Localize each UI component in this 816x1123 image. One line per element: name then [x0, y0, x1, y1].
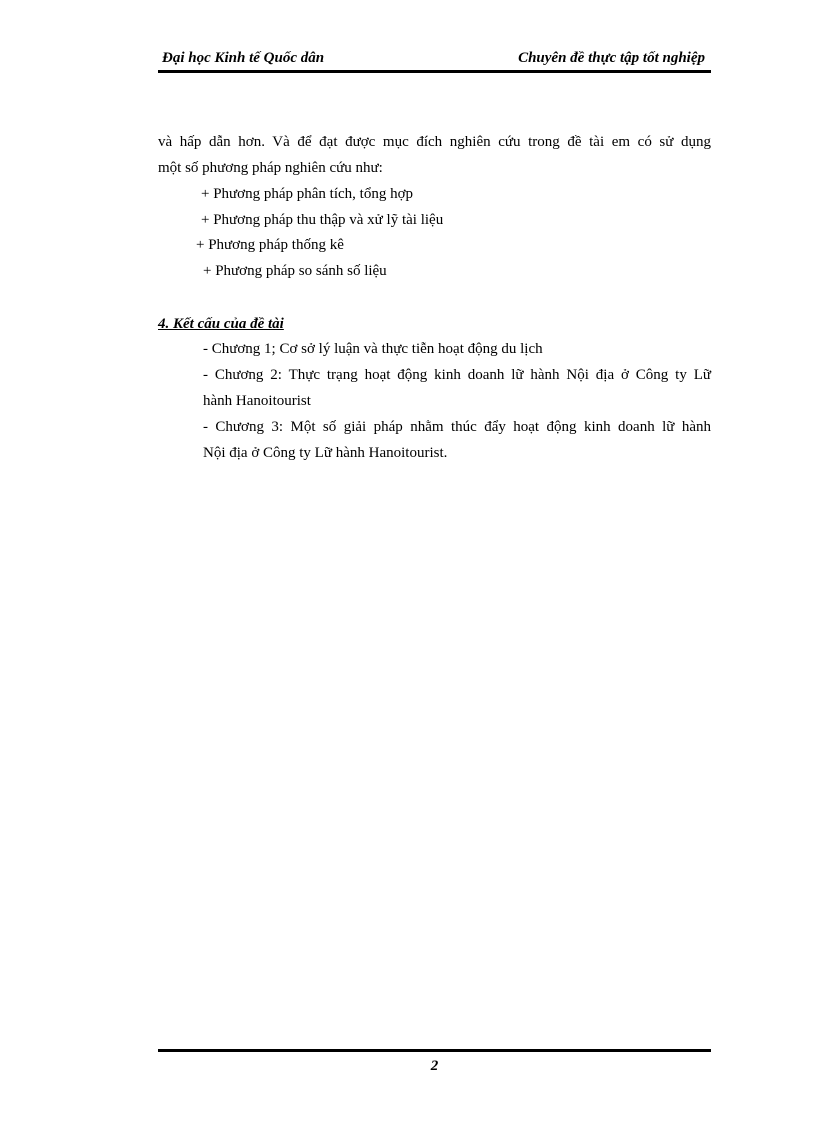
intro-line-2: một số phương pháp nghiên cứu như: [158, 159, 383, 176]
page-header [158, 48, 711, 73]
section-heading: 4. Kết cấu của đề tài [158, 316, 284, 332]
method-item: + Phương pháp thống kê [196, 237, 344, 253]
chapter-line: - Chương 2: Thực trạng hoạt động kinh doanh lữ hành Nội địa ở Công ty Lữ [203, 367, 711, 383]
chapter-line: Nội địa ở Công ty Lữ hành Hanoitourist. [203, 445, 448, 461]
page-number: 2 [430, 1058, 439, 1074]
intro-line-1: và hấp dẫn hơn. Và để đạt được mục đích nghiên cứu trong đề tài em có sử dụng [158, 134, 711, 150]
intro-paragraph [158, 130, 711, 181]
chapter-line: hành Hanoitourist [203, 393, 311, 409]
chapter-line: - Chương 1; Cơ sở lý luận và thực tiễn hoạt động du lịch [203, 341, 543, 357]
chapter-item [203, 336, 711, 362]
header-university: Đại học Kinh tế Quốc dân [162, 50, 325, 66]
chapter-item [203, 414, 711, 466]
chapter-item [203, 362, 711, 414]
chapter-list [203, 336, 711, 466]
method-item: + Phương pháp so sánh số liệu [203, 262, 387, 279]
method-item: + Phương pháp phân tích, tổng hợp [201, 186, 414, 202]
methods-list [158, 182, 711, 284]
page-footer [158, 1049, 711, 1077]
chapter-line: - Chương 3: Một số giải pháp nhằm thúc đẩy hoạt động kinh doanh lữ hành [203, 419, 711, 435]
method-item: + Phương pháp thu thập và xử lỹ tài liệu [201, 211, 444, 228]
header-document-type: Chuyên đề thực tập tốt nghiệp [518, 50, 705, 66]
